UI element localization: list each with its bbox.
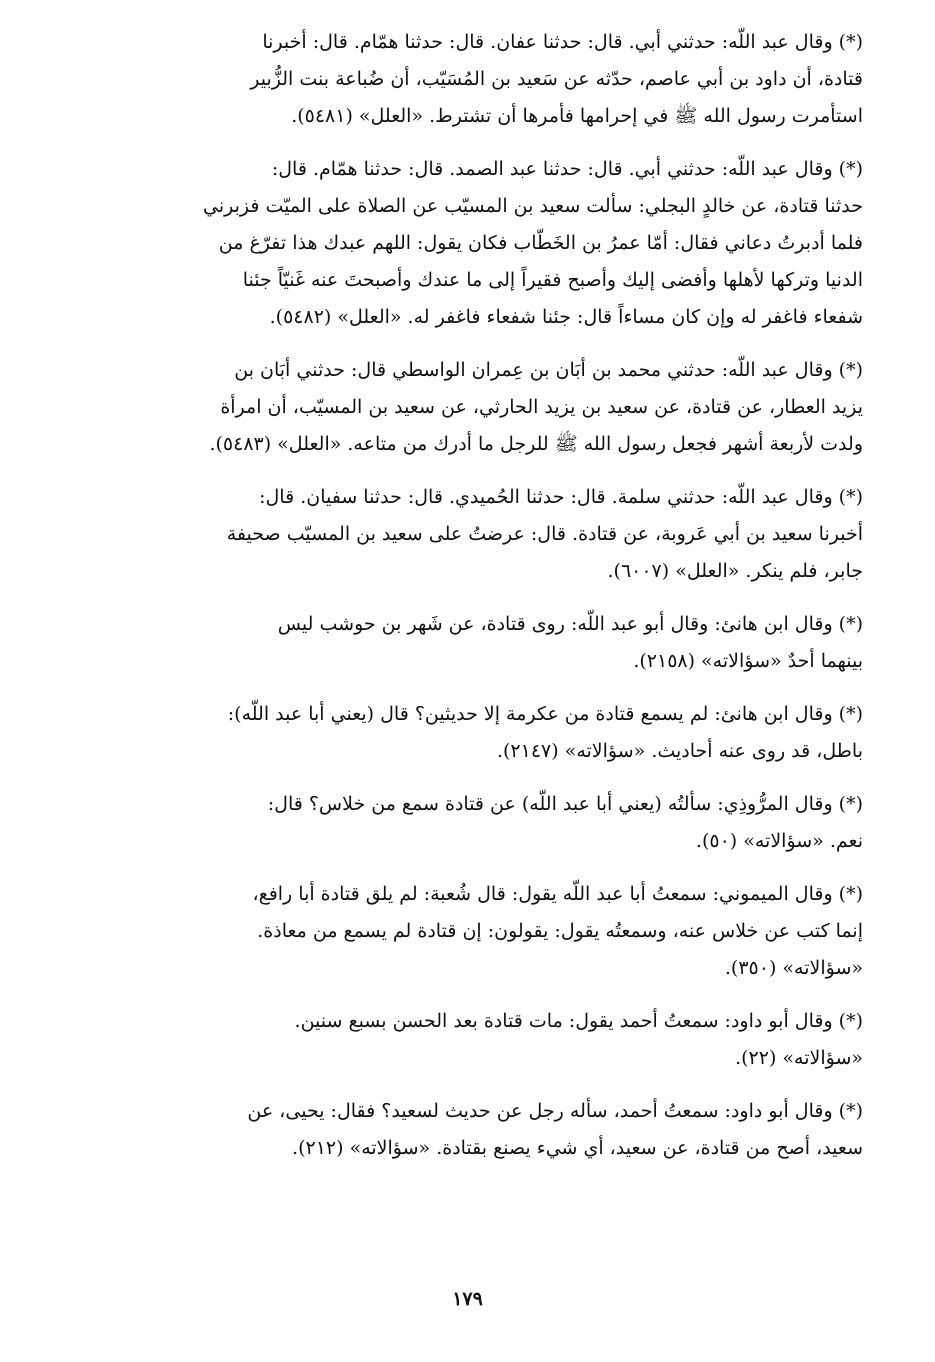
text-line: (*) وقال أبو داود: سمعتُ أحمد، سأله رجل عن حديث لسعيد؟ فقال: يحيى، عن [247,1100,863,1122]
text-line: سعيد، أصح من قتادة، عن سعيد، أي شيء يصنع بقتادة. «سؤالاته» (٢١٢). [292,1137,863,1159]
text-line: (*) وقال المرُّوذِي: سألتُه (يعني أبا عبد اللّه) عن قتادة سمع من خلاس؟ قال: [267,793,863,815]
text-line: «سؤالاته» (٣٥٠). [724,957,863,979]
text-line: (*) وقال أبو داود: سمعتُ أحمد يقول: مات قتادة بعد الحسن بسبع سنين. [294,1010,863,1032]
paragraph [88,24,863,135]
paragraph [88,696,863,770]
text-line: «سؤالاته» (٢٢). [735,1047,863,1069]
text-line: ولدت لأربعة أشهر فجعل رسول الله ﷺ للرجل ما أدرك من متاعه. «العلل» (٥٤٨٣). [209,433,863,455]
text-line: (*) وقال عبد اللّه: حدثني أبي. قال: حدثنا عفان. قال: حدثنا همّام. قال: أخبرنا [262,31,863,53]
paragraph [88,606,863,680]
text-line: جابر، فلم ينكر. «العلل» (٦٠٠٧). [607,560,863,582]
text-line: بينهما أحدٌ «سؤالاته» (٢١٥٨). [633,650,863,672]
paragraph [88,352,863,463]
text-line: يزيد العطار، عن قتادة، عن سعيد بن يزيد الحارثي، عن سعيد بن المسيّب، أن امرأة [220,396,863,418]
paragraph [88,1093,863,1167]
text-line: (*) وقال عبد اللّه: حدثني محمد بن أبَان بن عِمران الواسطي قال: حدثني أبَان بن [234,359,863,381]
text-line: استأمرت رسول الله ﷺ في إحرامها فأمرها أن تشترط. «العلل» (٥٤٨١). [291,105,863,127]
paragraph [88,876,863,987]
text-line: (*) وقال عبد اللّه: حدثني أبي. قال: حدثنا عبد الصمد. قال: حدثنا همّام. قال: [271,158,863,180]
text-line: (*) وقال الميموني: سمعتُ أبا عبد اللّه يقول: قال شُعبة: لم يلق قتادة أبا رافع، [252,883,863,905]
paragraph [88,479,863,590]
text-line: (*) وقال ابن هانئ: وقال أبو عبد اللّه: روى قتادة، عن شَهر بن حوشب ليس [277,613,863,635]
text-line: (*) وقال عبد اللّه: حدثني سلمة. قال: حدثنا الحُميدي. قال: حدثنا سفيان. قال: [259,486,863,508]
text-line: شفعاء فاغفر له وإن كان مساءاً قال: جئنا شفعاء فاغفر له. «العلل» (٥٤٨٢). [269,306,863,328]
text-line: أخبرنا سعيد بن أبي عَروبة، عن قتادة. قال: عرضتُ على سعيد بن المسيّب صحيفة [226,523,863,545]
text-line: نعم. «سؤالاته» (٥٠). [695,830,863,852]
text-line: قتادة، أن داود بن أبي عاصم، حدّثه عن سَعيد بن المُسَيّب، أن ضُباعة بنت الزُّبير [250,68,863,90]
paragraph [88,1003,863,1077]
paragraph [88,786,863,860]
text-line: الدنيا وتركها لأهلها وأفضى إليك وأصبح فقيراً إلى ما عندك وأصبحتَ عنه غَنيّاً جئنا [242,269,863,291]
paragraph [88,151,863,336]
text-line: إنما كتب عن خلاس عنه، وسمعتُه يقول: يقولون: إن قتادة لم يسمع من معاذة. [257,920,863,942]
text-line: (*) وقال ابن هانئ: لم يسمع قتادة من عكرمة إلا حديثين؟ قال (يعني أبا عبد اللّه): [227,703,863,725]
page-body [88,24,863,1183]
page-number: ١٧٩ [452,1288,483,1310]
text-line: باطل، قد روى عنه أحاديث. «سؤالاته» (٢١٤٧). [496,740,863,762]
text-line: حدثنا قتادة، عن خالدٍ البجلي: سألت سعيد بن المسيّب عن الصلاة على الميّت فزبرني [203,195,863,217]
text-line: فلما أدبرتُ دعاني فقال: أمّا عمرُ بن الخَطّاب فكان يقول: اللهم عبدك هذا تفرّغ من [218,232,863,254]
